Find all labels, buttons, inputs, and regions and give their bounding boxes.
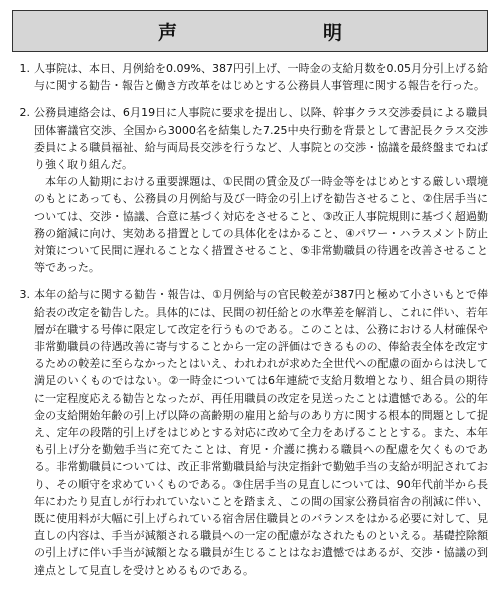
- item-body: [34, 286, 488, 578]
- item-number: 3.: [19, 288, 30, 302]
- statement-item-3: [12, 286, 488, 578]
- statement-content: [12, 60, 488, 579]
- item-paragraph: 人事院は、本日、月例給を0.09%、387円引上げ、一時金の支給月数を0.05月分引上げる給与に関する勧告・報告と働き方改革をはじめとする公務員人事管理に関する報告を行った。: [34, 62, 488, 93]
- item-number: 1.: [19, 62, 30, 75]
- statement-item-2: [12, 104, 488, 276]
- item-paragraph: 公務員連絡会は、6月19日に人事院に要求を提出し、以降、幹事クラス交渉委員による職員団体審議官交渉、全国から3000名を結集した7.25中央行動を背景として書記長クラス交渉委員による職員福祉、給与両局長交渉を行うなど、人事院との交渉・協議を最終盤までねばり強く取り組んだ。: [34, 106, 488, 172]
- item-number: 2.: [19, 106, 30, 120]
- statement-title-box: [12, 10, 488, 52]
- statement-item-1: [12, 60, 488, 94]
- item-paragraph: 本年の給与に関する勧告・報告は、①月例給与の官民較差が387円と極めて小さいもとで俸給表の改定を勧告した。具体的には、民間の初任給との水準差を解消し、これに伴い、若年層が在職する号俸に限定して改定を行うものである。このことは、公務における人材確保や非常勤職員の待遇改善に寄与することから一定の評価はできるものの、俸給表全体を改定するための較差に至らなかったとはいえ、われわれが求めた全世代への配慮の面からは決して満足のいくものではない。②一時金については6年連続で支給月数増となり、組合員の期待に一定程度応える勧告となったが、再任用職員の改定を見送ったことは遺憾である。公的年金の支給開始年齢の引上げ以降の高齢期の雇用と給与のあり方に関する根本的問題として捉え、定年の段階的引上げをはじめとする対応に改めて全力をあげることとする。また、本年も引上げ分を勤勉手当に充てたことは、育児・介護に携わる職員への配慮を欠くものである。非常勤職員については、改正非常勤職員給与決定指針で勤勉手当の支給が明記されており、その順守を求めていくものである。③住居手当の見直しについては、90年代前半から長年にわたり見直しが行われていないことを踏まえ、この間の国家公務員宿舎の削減に伴い、既に使用料が大幅に引上げられている宿舎居住職員とのバランスをはかる必要に対して、見直しの内容は、手当が減額される職員への一定の配慮がなされたものといえる。基礎控除額の引上げに伴い手当が減額となる職員が生じることはなお遺憾ではあるが、交渉・協議の到達点として見直しを受けとめるものである。: [34, 288, 488, 577]
- item-body: [34, 104, 488, 276]
- item-body: [34, 60, 488, 94]
- item-paragraph: 本年の人勧期における重要課題は、①民間の賃金及び一時金等をはじめとする厳しい環境のもとにあっても、公務員の月例給与及び一時金の引上げを勧告させること、②住居手当については、交渉・協議、合意に基づく対応をさせること、③改正人事院規則に基づく超過勤務の縮減に向け、実効ある措置としての具体化をはかること、④パワー・ハラスメント防止対策について民間に遅れることなく措置させること、⑤非常勤職員の待遇を改善させること等であった。: [34, 175, 488, 275]
- statement-title: 声 明: [157, 21, 378, 44]
